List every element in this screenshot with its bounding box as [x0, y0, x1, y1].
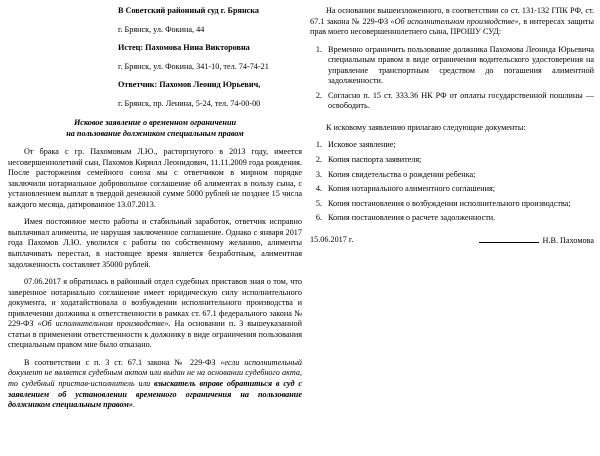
defendant-address: г. Брянск, пр. Ленина, 5-24, тел. 74-00-00 [118, 98, 261, 108]
paragraph-3 [8, 277, 302, 351]
paragraph-3-text-b: . На основании п. 3 вышеуказанной статьи в применении ответственности к должнику в виде ограничения пользования специальным правом мне было отказано. [8, 319, 302, 350]
document-date: 15.06.2017 г. [310, 234, 354, 244]
request-intro [310, 6, 594, 38]
request-item: 2. Согласно п. 15 ст. 333.36 НК РФ от оплаты государственной пошлины — освободить. [324, 91, 594, 112]
defendant-label: Ответчик: Пахомов Леонид Юрьевич, [118, 80, 261, 90]
attachment-item: 2. Копия паспорта заявителя; [324, 155, 594, 166]
title-line-2: на пользование должником специальным правом [66, 128, 244, 138]
plaintiff-label: Истец: Пахомова Нина Викторовна [118, 43, 250, 53]
title-line-1: Исковое заявление о временном ограничении [73, 118, 237, 127]
request-intro-law: «Об исполнительном производстве» [390, 16, 519, 26]
signature-line [479, 235, 539, 243]
attachments-list [310, 140, 594, 223]
attachment-item: 1. Исковое заявление; [324, 140, 594, 151]
request-intro-a: На основании вышеизложенного, в соответствии со ст. 131-132 ГПК РФ, ст. 67.1 закона № 229-ФЗ [310, 6, 594, 26]
header-block [118, 6, 298, 109]
request-intro-b: , в интересах защиты прав моего несовершеннолетнего сына, ПРОШУ СУД: [310, 16, 594, 37]
claim-body [8, 118, 302, 411]
attachment-item: 5. Копия постановления о возбуждении исполнительного производства; [324, 199, 594, 210]
plaintiff-address: г. Брянск, ул. Фокина, 341-10, тел. 74-74-21 [118, 61, 269, 71]
paragraph-4-quote-bold: взыскатель вправе обратиться в суд с заявлением об установлении временного ограничения на пользование должником специальным правом» [8, 379, 302, 410]
law-name: «Об исполнительном производстве» [37, 319, 169, 329]
court-address: г. Брянск, ул. Фокина, 44 [118, 24, 205, 34]
paragraph-4-text-a: В соответствии с п. 3 ст. 67.1 закона № 229-ФЗ [24, 357, 221, 367]
paragraph-3-text-a: 07.06.2017 я обратилась в районный отдел судебных приставов зная о том, что заверенное нотариально соглашение имеет юридическую силу исполнительного документа, и ходатайствовала о возбуждении исполнительного производства и привлечении должника к ответственности в рамках ст. 67.1 федерального закона № 229-ФЗ [8, 277, 302, 329]
signature-row [310, 235, 594, 247]
court-name: В Советский районный суд г. Брянска [118, 6, 259, 15]
paragraph-1: От брака с гр. Пахомовым Л.Ю., расторгнутого в 2013 году, имеется несовершеннолетний сын, Пахомов Кирилл Леонидович, 11.11.2009 года рождения. После расторжения семейного союза мы с ответчиком в мирном порядке заключили нотариальное добровольное соглашение об алиментах в пользу сына, с установлением выплат в твердой денежной сумме 5000 рублей не позднее 15 числа каждого месяца, датированное 13.07.2013. [8, 147, 302, 209]
attachments-intro: К исковому заявлению прилагаю следующие документы: [326, 122, 526, 132]
request-list [310, 45, 594, 112]
attachment-item: 6. Копия постановления о расчете задолженности. [324, 213, 594, 224]
paragraph-2: Имея постоянное место работы и стабильный заработок, ответчик исправно выплачивал алименты, не нарушая заключенное соглашение. Однако с января 2017 года Пахомов Л.Ю. уволился с работы по собственному желанию, алименты выплачивать перестал, в настоящее время является безработным, алиментная задолженность составляет 35000 рублей. [8, 217, 302, 269]
signature-block [479, 235, 594, 247]
request-column [310, 6, 594, 246]
request-item: 1. Временно ограничить пользование должника Пахомова Леонида Юрьевича специальным правом в виде ограничения водительского удостоверения на управление транспортным средством до погашения алиментной задолженности. [324, 45, 594, 87]
attachment-item: 4. Копия нотариального алиментного соглашения; [324, 184, 594, 195]
attachment-item: 3. Копия свидетельства о рождении ребенка; [324, 170, 594, 181]
paragraph-4-end: . [132, 400, 135, 410]
paragraph-4 [8, 358, 302, 411]
signer-name: Н.В. Пахомова [542, 235, 594, 245]
paragraph-4-quote: «если исполнительный документ не является судебным актом или выдан не на основании судебного акта, то судебный пристав-исполнитель или [8, 357, 302, 389]
